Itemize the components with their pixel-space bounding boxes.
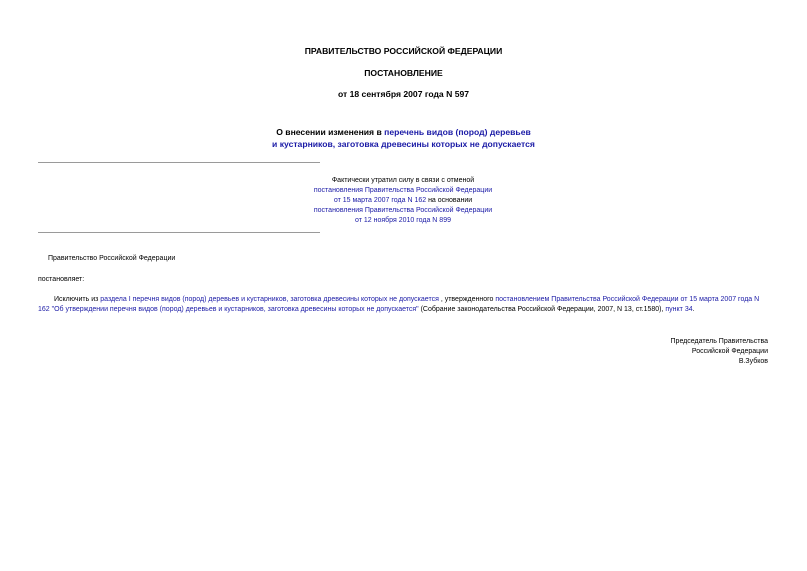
note-link-date-2[interactable]: от 12 ноября 2010 года N 899 bbox=[355, 217, 451, 224]
body-decrees: постановляет: bbox=[38, 276, 85, 283]
body-government: Правительство Российской Федерации bbox=[48, 255, 176, 262]
signature-org: Российской Федерации bbox=[691, 348, 768, 355]
divider-bottom bbox=[38, 232, 320, 233]
body-paragraph bbox=[38, 295, 769, 315]
note-link-gov-decree-1[interactable]: постановления Правительства Российской Федерации bbox=[313, 187, 493, 194]
para-text-approved: , утвержденного bbox=[438, 296, 496, 303]
signature-title: Председатель Правительства bbox=[670, 338, 768, 345]
title-line-2 bbox=[0, 138, 807, 150]
para-text-source: (Собрание законодательства Российской Федерации, 2007, N 13, ст.1580), bbox=[418, 306, 666, 313]
para-text-end: . bbox=[692, 306, 695, 313]
government-heading: ПРАВИТЕЛЬСТВО РОССИЙСКОЙ ФЕДЕРАЦИИ bbox=[304, 46, 503, 56]
document-type: ПОСТАНОВЛЕНИЕ bbox=[364, 68, 443, 78]
signature-block bbox=[568, 337, 768, 367]
document-date-number: от 18 сентября 2007 года N 597 bbox=[337, 89, 470, 99]
title-line-1 bbox=[0, 126, 807, 138]
para-link-item[interactable]: пункт 34 bbox=[665, 306, 693, 313]
document-title bbox=[0, 126, 807, 150]
para-link-section[interactable]: раздела I bbox=[100, 296, 131, 303]
title-text: О внесении изменения в bbox=[276, 127, 385, 137]
para-link-decree[interactable]: постановлением Правительства Российской Федерации от 15 марта 2007 года N 162 "Об утверждении перечня видов (пород) деревьев и кустарников, заготовка древесины которых не допускается" bbox=[38, 296, 760, 313]
note-line-1: Фактически утратил силу в связи с отменой bbox=[331, 177, 475, 184]
note-link-date-1[interactable]: от 15 марта 2007 года N 162 bbox=[333, 197, 427, 204]
para-link-list[interactable]: перечня видов (пород) деревьев и кустарников, заготовка древесины которых не допускается bbox=[132, 296, 439, 303]
repeal-note bbox=[250, 176, 556, 226]
title-link-list-cont[interactable]: и кустарников, заготовка древесины которых не допускается bbox=[272, 139, 535, 149]
divider-top bbox=[38, 162, 320, 163]
title-link-list[interactable]: перечень видов (пород) деревьев bbox=[384, 127, 531, 137]
note-link-gov-decree-2[interactable]: постановления Правительства Российской Федерации bbox=[313, 207, 493, 214]
para-text-prefix: Исключить из bbox=[54, 296, 101, 303]
signature-name: В.Зубков bbox=[738, 358, 768, 365]
note-text-basis: на основании bbox=[426, 197, 473, 204]
